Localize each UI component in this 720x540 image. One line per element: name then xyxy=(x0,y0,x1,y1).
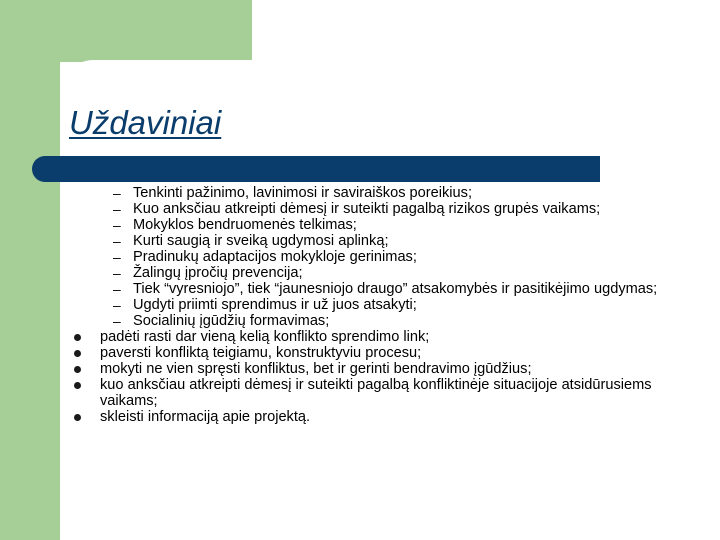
sub-list-item xyxy=(113,313,720,329)
sub-list-item xyxy=(113,233,720,249)
sub-item-text: Socialinių įgūdžių formavimas; xyxy=(133,313,330,329)
bullet-dot-icon xyxy=(74,350,81,357)
sub-item-text: Tenkinti pažinimo, lavinimosi ir saviraiškos poreikius; xyxy=(133,185,473,201)
sub-list-item xyxy=(113,281,720,297)
title-underline-bar xyxy=(32,156,600,182)
list-item xyxy=(100,361,720,377)
dash-marker: – xyxy=(113,297,121,313)
sub-list-item xyxy=(113,265,720,281)
sub-item-text: Ugdyti priimti sprendimus ir už juos atsakyti; xyxy=(133,297,417,313)
sub-item-text: Tiek “vyresniojo”, tiek “jaunesniojo draugo” atsakomybės ir pasitikėjimo ugdymas; xyxy=(133,281,658,297)
list-item-text: skleisti informaciją apie projektą. xyxy=(100,409,311,425)
dash-marker: – xyxy=(113,249,121,265)
list-item-text: padėti rasti dar vieną kelią konflikto sprendimo link; xyxy=(100,329,430,345)
sub-list-item xyxy=(113,297,720,313)
sub-list-item xyxy=(113,217,720,233)
dash-marker: – xyxy=(113,217,121,233)
slide-title: Uždaviniai xyxy=(69,104,222,141)
dash-marker: – xyxy=(113,233,121,249)
bullet-dot-icon xyxy=(74,334,81,341)
bullet-dot-icon xyxy=(74,382,81,389)
list-item xyxy=(100,329,720,345)
list-item xyxy=(100,409,720,425)
list-item-text: paversti konfliktą teigiamu, konstruktyviu procesu; xyxy=(100,345,422,361)
dash-marker: – xyxy=(113,265,121,281)
decorative-green-header xyxy=(60,0,252,62)
dash-marker: – xyxy=(113,281,121,297)
dash-marker: – xyxy=(113,185,121,201)
sub-list-item xyxy=(113,201,720,217)
sub-item-text: Pradinukų adaptacijos mokykloje gerinimas; xyxy=(133,249,417,265)
sub-item-text: Mokyklos bendruomenės telkimas; xyxy=(133,217,357,233)
list-item xyxy=(100,377,720,409)
sub-item-text: Žalingų įpročių prevencija; xyxy=(133,265,303,281)
bullet-dot-icon xyxy=(74,366,81,373)
sub-item-text: Kuo anksčiau atkreipti dėmesį ir suteikti pagalbą rizikos grupės vaikams; xyxy=(133,201,601,217)
bullet-dot-icon xyxy=(74,414,81,421)
dash-marker: – xyxy=(113,313,121,329)
list-item-text: mokyti ne vien spręsti konfliktus, bet ir gerinti bendravimo įgūdžius; xyxy=(100,361,532,377)
sub-list-item xyxy=(113,249,720,265)
list-item-text: kuo anksčiau atkreipti dėmesį ir suteikti pagalbą konfliktinėje situacijoje atsidūrusiems vaikams; xyxy=(100,377,652,409)
list-item xyxy=(100,345,720,361)
dash-marker: – xyxy=(113,201,121,217)
sub-list-item xyxy=(113,185,720,201)
sub-item-text: Kurti saugią ir sveiką ugdymosi aplinką; xyxy=(133,233,389,249)
bullet-list xyxy=(0,185,720,425)
